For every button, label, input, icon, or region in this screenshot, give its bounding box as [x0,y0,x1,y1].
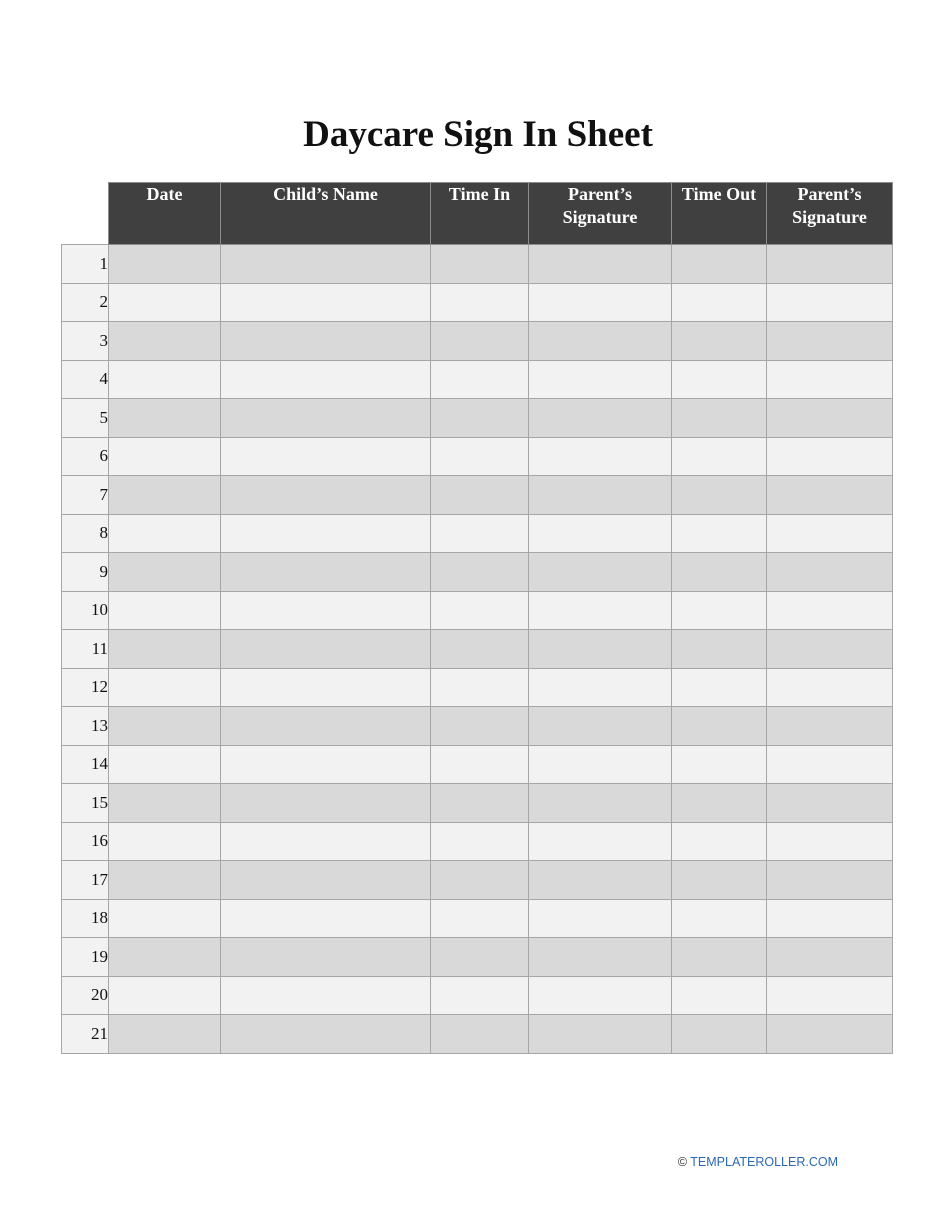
parent-signature-in-cell[interactable] [529,707,672,746]
date-cell[interactable] [109,591,221,630]
row-number: 5 [62,399,109,438]
table-row [62,745,893,784]
parent-signature-out-cell[interactable] [767,360,893,399]
row-number: 13 [62,707,109,746]
child-name-cell[interactable] [221,861,431,900]
row-number: 10 [62,591,109,630]
table-row [62,283,893,322]
table-row [62,360,893,399]
parent-signature-out-cell[interactable] [767,476,893,515]
time-out-cell[interactable] [672,476,767,515]
parent-signature-out-cell[interactable] [767,861,893,900]
column-header-time-in: Time In [431,183,529,245]
child-name-cell[interactable] [221,591,431,630]
parent-signature-in-cell[interactable] [529,322,672,361]
time-in-cell[interactable] [431,1015,529,1054]
row-number: 14 [62,745,109,784]
child-name-cell[interactable] [221,822,431,861]
page-title: Daycare Sign In Sheet [303,114,653,155]
date-cell[interactable] [109,938,221,977]
time-out-cell[interactable] [672,822,767,861]
date-cell[interactable] [109,1015,221,1054]
table-row [62,899,893,938]
time-out-cell[interactable] [672,938,767,977]
row-number: 7 [62,476,109,515]
time-out-cell[interactable] [672,322,767,361]
time-out-cell[interactable] [672,630,767,669]
sign-in-table [61,182,893,1054]
parent-signature-out-cell[interactable] [767,668,893,707]
time-out-cell[interactable] [672,976,767,1015]
time-in-cell[interactable] [431,245,529,284]
row-number: 3 [62,322,109,361]
time-in-cell[interactable] [431,399,529,438]
date-cell[interactable] [109,630,221,669]
time-in-cell[interactable] [431,630,529,669]
date-cell[interactable] [109,245,221,284]
time-in-cell[interactable] [431,283,529,322]
date-cell[interactable] [109,553,221,592]
parent-signature-in-cell[interactable] [529,245,672,284]
parent-signature-in-cell[interactable] [529,668,672,707]
time-in-cell[interactable] [431,514,529,553]
date-cell[interactable] [109,514,221,553]
child-name-cell[interactable] [221,707,431,746]
parent-signature-out-cell[interactable] [767,976,893,1015]
parent-signature-in-cell[interactable] [529,822,672,861]
time-in-cell[interactable] [431,360,529,399]
time-in-cell[interactable] [431,784,529,823]
child-name-cell[interactable] [221,514,431,553]
child-name-cell[interactable] [221,630,431,669]
child-name-cell[interactable] [221,668,431,707]
column-header-parent-signature-in: Parent’s Signature [529,183,672,245]
row-number: 6 [62,437,109,476]
date-cell[interactable] [109,976,221,1015]
row-number: 1 [62,245,109,284]
time-out-cell[interactable] [672,437,767,476]
row-number: 2 [62,283,109,322]
row-number: 20 [62,976,109,1015]
date-cell[interactable] [109,322,221,361]
child-name-cell[interactable] [221,360,431,399]
parent-signature-in-cell[interactable] [529,283,672,322]
column-header-time-out: Time Out [672,183,767,245]
row-number: 12 [62,668,109,707]
row-number: 11 [62,630,109,669]
parent-signature-in-cell[interactable] [529,591,672,630]
row-number: 15 [62,784,109,823]
footer [678,1155,838,1169]
table-row [62,630,893,669]
table-row [62,322,893,361]
date-cell[interactable] [109,784,221,823]
date-cell[interactable] [109,476,221,515]
parent-signature-out-cell[interactable] [767,591,893,630]
time-out-cell[interactable] [672,553,767,592]
table-row [62,514,893,553]
parent-signature-in-cell[interactable] [529,399,672,438]
date-cell[interactable] [109,707,221,746]
parent-signature-in-cell[interactable] [529,899,672,938]
parent-signature-in-cell[interactable] [529,784,672,823]
parent-signature-out-cell[interactable] [767,1015,893,1054]
parent-signature-out-cell[interactable] [767,322,893,361]
table-row [62,553,893,592]
parent-signature-out-cell[interactable] [767,245,893,284]
column-header-date: Date [109,183,221,245]
time-in-cell[interactable] [431,976,529,1015]
child-name-cell[interactable] [221,1015,431,1054]
parent-signature-in-cell[interactable] [529,976,672,1015]
time-in-cell[interactable] [431,745,529,784]
parent-signature-in-cell[interactable] [529,553,672,592]
parent-signature-in-cell[interactable] [529,360,672,399]
date-cell[interactable] [109,822,221,861]
time-in-cell[interactable] [431,591,529,630]
time-in-cell[interactable] [431,322,529,361]
row-number: 8 [62,514,109,553]
time-out-cell[interactable] [672,360,767,399]
parent-signature-in-cell[interactable] [529,938,672,977]
child-name-cell[interactable] [221,476,431,515]
parent-signature-in-cell[interactable] [529,1015,672,1054]
parent-signature-out-cell[interactable] [767,707,893,746]
row-number: 4 [62,360,109,399]
time-out-cell[interactable] [672,745,767,784]
time-out-cell[interactable] [672,245,767,284]
table-row [62,707,893,746]
time-in-cell[interactable] [431,476,529,515]
date-cell[interactable] [109,283,221,322]
column-header-child-name: Child’s Name [221,183,431,245]
time-out-cell[interactable] [672,1015,767,1054]
child-name-cell[interactable] [221,437,431,476]
child-name-cell[interactable] [221,938,431,977]
parent-signature-out-cell[interactable] [767,514,893,553]
time-out-cell[interactable] [672,861,767,900]
table-row [62,668,893,707]
child-name-cell[interactable] [221,976,431,1015]
parent-signature-in-cell[interactable] [529,745,672,784]
table-row [62,245,893,284]
parent-signature-out-cell[interactable] [767,938,893,977]
child-name-cell[interactable] [221,283,431,322]
table-row [62,976,893,1015]
table-row [62,591,893,630]
footer-site-link[interactable]: TEMPLATEROLLER.COM [690,1155,838,1169]
time-out-cell[interactable] [672,668,767,707]
time-in-cell[interactable] [431,707,529,746]
column-header-parent-signature-out: Parent’s Signature [767,183,893,245]
child-name-cell[interactable] [221,399,431,438]
header-row [62,183,893,245]
time-in-cell[interactable] [431,938,529,977]
date-cell[interactable] [109,399,221,438]
table-row [62,476,893,515]
table-row [62,861,893,900]
table-row [62,1015,893,1054]
time-out-cell[interactable] [672,784,767,823]
parent-signature-in-cell[interactable] [529,476,672,515]
time-in-cell[interactable] [431,899,529,938]
parent-signature-in-cell[interactable] [529,514,672,553]
time-out-cell[interactable] [672,591,767,630]
table-row [62,938,893,977]
parent-signature-out-cell[interactable] [767,822,893,861]
time-in-cell[interactable] [431,668,529,707]
child-name-cell[interactable] [221,784,431,823]
date-cell[interactable] [109,861,221,900]
parent-signature-out-cell[interactable] [767,553,893,592]
date-cell[interactable] [109,360,221,399]
time-in-cell[interactable] [431,437,529,476]
date-cell[interactable] [109,437,221,476]
parent-signature-out-cell[interactable] [767,745,893,784]
parent-signature-out-cell[interactable] [767,399,893,438]
time-in-cell[interactable] [431,822,529,861]
time-out-cell[interactable] [672,899,767,938]
time-out-cell[interactable] [672,707,767,746]
child-name-cell[interactable] [221,553,431,592]
row-number: 18 [62,899,109,938]
parent-signature-in-cell[interactable] [529,861,672,900]
time-in-cell[interactable] [431,861,529,900]
child-name-cell[interactable] [221,245,431,284]
parent-signature-out-cell[interactable] [767,630,893,669]
date-cell[interactable] [109,668,221,707]
parent-signature-out-cell[interactable] [767,283,893,322]
time-in-cell[interactable] [431,553,529,592]
row-number: 21 [62,1015,109,1054]
date-cell[interactable] [109,745,221,784]
table-row [62,784,893,823]
time-out-cell[interactable] [672,514,767,553]
row-number: 9 [62,553,109,592]
corner-cell [62,183,109,245]
copyright-symbol: © [677,1155,688,1169]
parent-signature-out-cell[interactable] [767,899,893,938]
child-name-cell[interactable] [221,745,431,784]
child-name-cell[interactable] [221,899,431,938]
table-body [62,245,893,1054]
table-row [62,437,893,476]
parent-signature-out-cell[interactable] [767,437,893,476]
time-out-cell[interactable] [672,283,767,322]
row-number: 17 [62,861,109,900]
parent-signature-in-cell[interactable] [529,437,672,476]
row-number: 19 [62,938,109,977]
parent-signature-in-cell[interactable] [529,630,672,669]
row-number: 16 [62,822,109,861]
table-row [62,399,893,438]
table-row [62,822,893,861]
child-name-cell[interactable] [221,322,431,361]
time-out-cell[interactable] [672,399,767,438]
date-cell[interactable] [109,899,221,938]
parent-signature-out-cell[interactable] [767,784,893,823]
